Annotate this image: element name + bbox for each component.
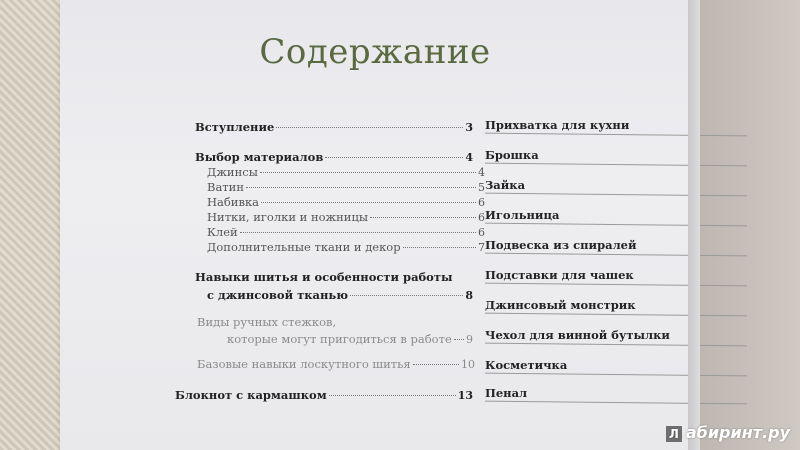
toc-leader xyxy=(454,338,464,340)
toc-entry-label: Блокнот с кармашком xyxy=(175,388,327,402)
page-edge xyxy=(688,0,700,450)
toc-entry-label: Клей xyxy=(207,225,238,239)
toc-entry-page: 8 xyxy=(465,289,473,302)
watermark-logo: Л xyxy=(666,426,682,442)
toc-entry-label: Брошка xyxy=(485,148,539,162)
page-title: Содержание xyxy=(259,32,491,72)
toc-entry xyxy=(195,180,485,194)
toc-leader xyxy=(276,126,463,128)
toc-entry-label: Нитки, иголки и ножницы xyxy=(207,210,369,224)
toc-entry xyxy=(485,238,747,252)
toc-leader xyxy=(370,216,476,218)
toc-entry-label: Подставки для чашек xyxy=(485,268,634,282)
toc-leader xyxy=(240,231,476,233)
toc-entry-label: которые могут пригодиться в работе xyxy=(227,332,452,346)
toc-entry xyxy=(195,332,473,346)
toc-entry xyxy=(195,195,485,209)
toc-entry-label: Джинсы xyxy=(207,165,258,179)
toc-leader xyxy=(350,294,463,296)
toc-entry xyxy=(195,270,473,284)
toc-entry-label: Игольница xyxy=(485,208,560,222)
toc-entry-page: 4 xyxy=(465,151,473,164)
toc-entry xyxy=(485,118,747,132)
toc-entry-label: Прихватка для кухни xyxy=(485,118,630,132)
toc-entry-label: Косметичка xyxy=(485,358,568,372)
toc-leader xyxy=(246,186,476,188)
toc-entry-page: 5 xyxy=(478,181,485,194)
toc-entry-page: 13 xyxy=(457,389,473,402)
toc-entry-label: с джинсовой тканью xyxy=(207,288,348,302)
toc-entry xyxy=(195,120,473,134)
toc-entry-page: 4 xyxy=(478,166,485,179)
toc-leader xyxy=(413,363,459,365)
toc-entry xyxy=(485,328,747,342)
toc-entry-label: Выбор материалов xyxy=(195,150,324,164)
toc-entry xyxy=(175,388,473,402)
toc-entry-label: Пенал xyxy=(485,386,528,400)
toc-entry-label: Дополнительные ткани и декор xyxy=(207,240,401,254)
toc-entry-label: Базовые навыки лоскутного шитья xyxy=(197,357,411,371)
toc-entry xyxy=(485,178,747,192)
toc-entry-label: Виды ручных стежков, xyxy=(197,315,337,329)
toc-entry-page: 6 xyxy=(478,196,485,209)
toc-leader xyxy=(403,246,476,248)
toc-entry xyxy=(195,357,475,371)
toc-entry xyxy=(485,268,747,282)
toc-entry-label: Вступление xyxy=(195,120,275,134)
toc-leader xyxy=(260,171,476,173)
book-page xyxy=(60,0,690,450)
toc-leader xyxy=(325,156,463,158)
toc-entry xyxy=(485,358,747,372)
toc-entry-page: 9 xyxy=(466,333,473,346)
toc-entry xyxy=(195,288,473,302)
toc-entry-label: Чехол для винной бутылки xyxy=(485,328,670,342)
toc-entry xyxy=(195,165,485,179)
toc-leader xyxy=(261,201,476,203)
watermark xyxy=(666,423,790,442)
toc-leader xyxy=(329,394,456,396)
toc-entry xyxy=(195,150,473,164)
watermark-text: абиринт.ру xyxy=(685,423,790,442)
toc-entry-page: 3 xyxy=(465,121,473,134)
toc-entry-page: 6 xyxy=(478,226,485,239)
toc-entry-label: Ватин xyxy=(207,180,244,194)
toc-entry xyxy=(195,315,475,329)
toc-entry xyxy=(195,240,485,254)
toc-entry xyxy=(485,386,747,400)
toc-entry-page: 7 xyxy=(478,241,485,254)
toc-entry xyxy=(485,298,747,312)
toc-entry-label: Джинсовый монстрик xyxy=(485,298,636,312)
toc-entry-label: Зайка xyxy=(485,178,526,192)
toc-entry-label: Подвеска из спиралей xyxy=(485,238,637,252)
toc-entry-label: Набивка xyxy=(207,195,259,209)
toc-entry-label: Навыки шитья и особенности работы xyxy=(195,270,453,284)
toc-entry xyxy=(195,225,485,239)
toc-entry-page: 10 xyxy=(461,358,475,371)
toc-entry xyxy=(485,148,747,162)
toc-entry xyxy=(195,210,485,224)
toc-entry xyxy=(485,208,747,222)
toc-entry-page: 6 xyxy=(478,211,485,224)
